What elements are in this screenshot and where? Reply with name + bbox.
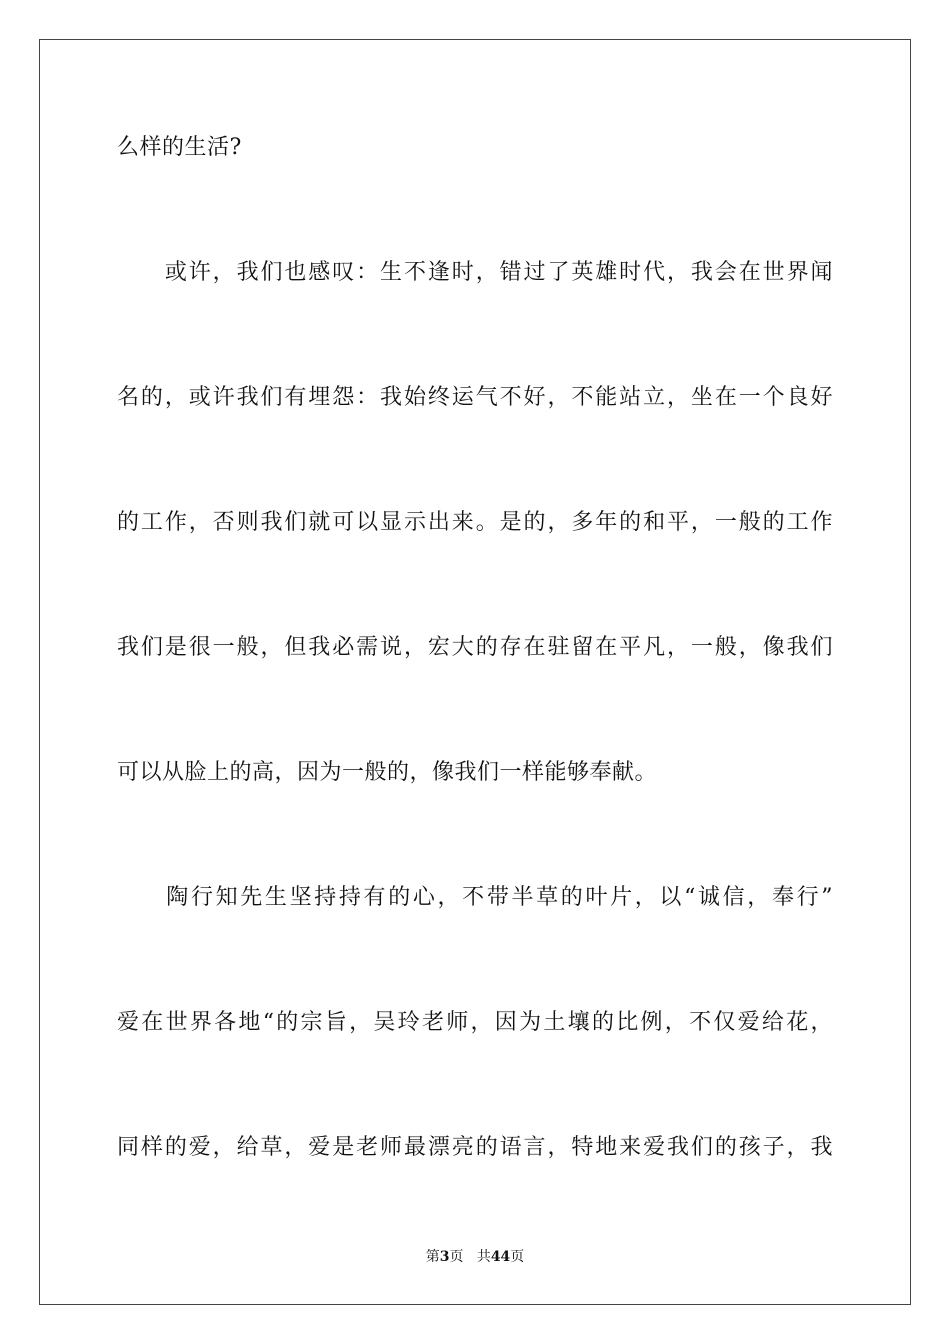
total-prefix: 共 [476,1249,491,1265]
text-line-8: 爱在世界各地“的宗旨，吴玲老师，因为土壤的比例，不仅爱给花， [117,1010,833,1035]
text-line-4: 的工作，否则我们就可以显示出来。是的，多年的和平，一般的工作 [117,510,833,535]
text-line-7: 陶行知先生坚持持有的心，不带半草的叶片，以“诚信，奉行” [117,885,833,910]
current-page-number: 3 [439,1249,450,1265]
text-line-2: 或许，我们也感叹：生不逢时，错过了英雄时代，我会在世界闻 [117,260,833,285]
text-line-5: 我们是很一般，但我必需说，宏大的存在驻留在平凡，一般，像我们 [117,635,833,660]
text-line-3: 名的，或许我们有埋怨：我始终运气不好，不能站立，坐在一个良好 [117,385,833,410]
total-suffix: 页 [510,1249,525,1265]
text-line-6: 可以从脸上的高，因为一般的，像我们一样能够奉献。 [117,760,658,785]
text-line-9: 同样的爱，给草，爱是老师最漂亮的语言，特地来爱我们的孩子，我 [117,1135,833,1160]
page-frame [39,39,911,1305]
total-page-count: 44 [490,1249,511,1265]
text-line-1: 么样的生活? [117,135,242,160]
page-prefix: 第 [425,1249,440,1265]
page-footer [0,1247,950,1267]
page-suffix: 页 [449,1249,464,1265]
